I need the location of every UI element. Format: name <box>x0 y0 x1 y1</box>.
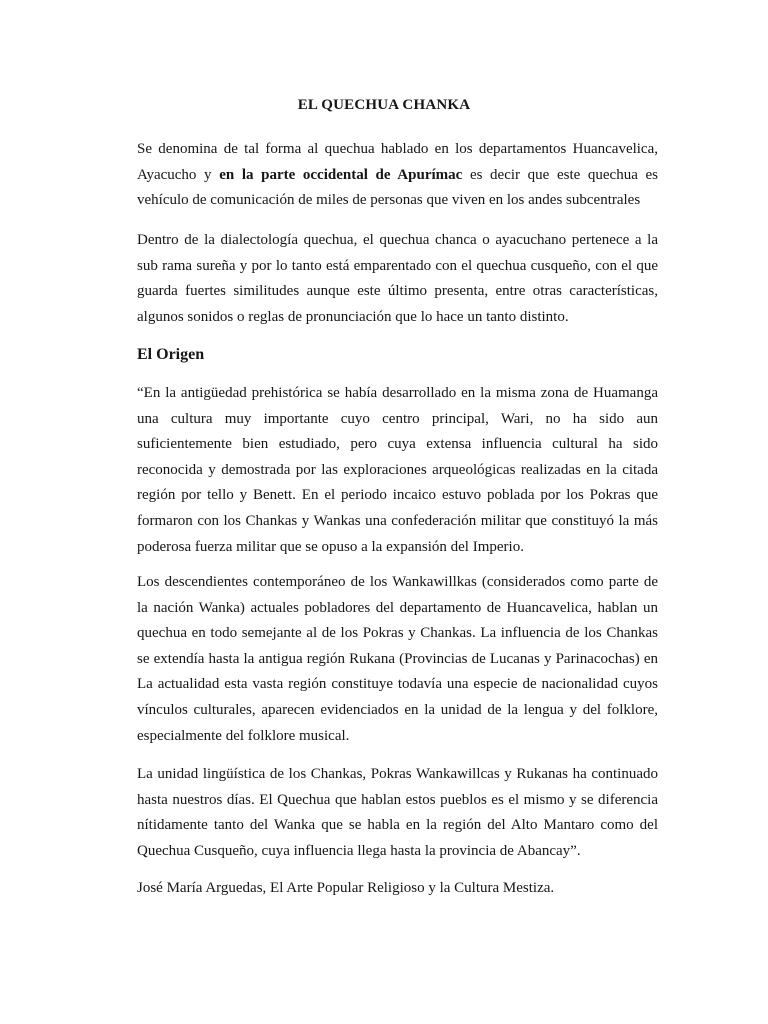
intro-text-end: es decir que este quechua es vehículo de comunicación de miles de personas que viven en los andes subcentrales <box>137 166 658 209</box>
linguistic-unity-paragraph: La unidad lingüística de los Chankas, Pokras Wankawillcas y Rukanas ha continuado hasta nuestros días. El Quechua que hablan estos pueblos es el mismo y se diferencia nítidamente tanto del Wanka que se habla en la región del Alto Mantaro como del Quechua Cusqueño, cuya influencia llega hasta la provincia de Abancay”. <box>137 766 658 859</box>
intro-paragraph <box>137 137 658 214</box>
descendants-paragraph: Los descendientes contemporáneo de los Wankawillkas (considerados como parte de la nación Wanka) actuales pobladores del departamento de Huancavelica, hablan un quechua en todo semejante al de los Pokras y Chankas. La influencia de los Chankas se extendía hasta la antigua región Rukana (Provincias de Lucanas y Parinacochas) en La actualidad esta vasta región constituye todavía una especie de nacionalidad cuyos vínculos culturales, aparecen evidenciados en la unidad de la lengua y del folklore, especialmente del folklore musical. <box>137 574 658 744</box>
citation: José María Arguedas, El Arte Popular Religioso y la Cultura Mestiza. <box>137 880 555 896</box>
document-title: EL QUECHUA CHANKA <box>297 97 471 113</box>
section-heading-origin: El Origen <box>137 346 205 363</box>
intro-text-start: Se denomina de tal forma al quechua hablado en los departamentos Huancavelica, Ayacucho y <box>137 141 658 183</box>
intro-bold-phrase: en la parte occidental de Apurímac <box>219 166 463 183</box>
dialectology-paragraph: Dentro de la dialectología quechua, el quechua chanca o ayacuchano pertenece a la sub rama sureña y por lo tanto está emparentado con el quechua cusqueño, con el que guarda fuertes similitudes aunque este último presenta, entre otras características, algunos sonidos o reglas de pronunciación que lo hace un tanto distinto. <box>137 232 658 325</box>
origin-quote-paragraph: “En la antigüedad prehistórica se había desarrollado en la misma zona de Huamanga una cultura muy importante cuyo centro principal, Wari, no ha sido aun suficientemente bien estudiado, pero cuya extensa influencia cultural ha sido reconocida y demostrada por las exploraciones arqueológicas realizadas en la citada región por tello y Benett. En el periodo incaico estuvo poblada por los Pokras que formaron con los Chankas y Wankas una confederación militar que constituyó la más poderosa fuerza militar que se opuso a la expansión del Imperio. <box>137 385 658 555</box>
